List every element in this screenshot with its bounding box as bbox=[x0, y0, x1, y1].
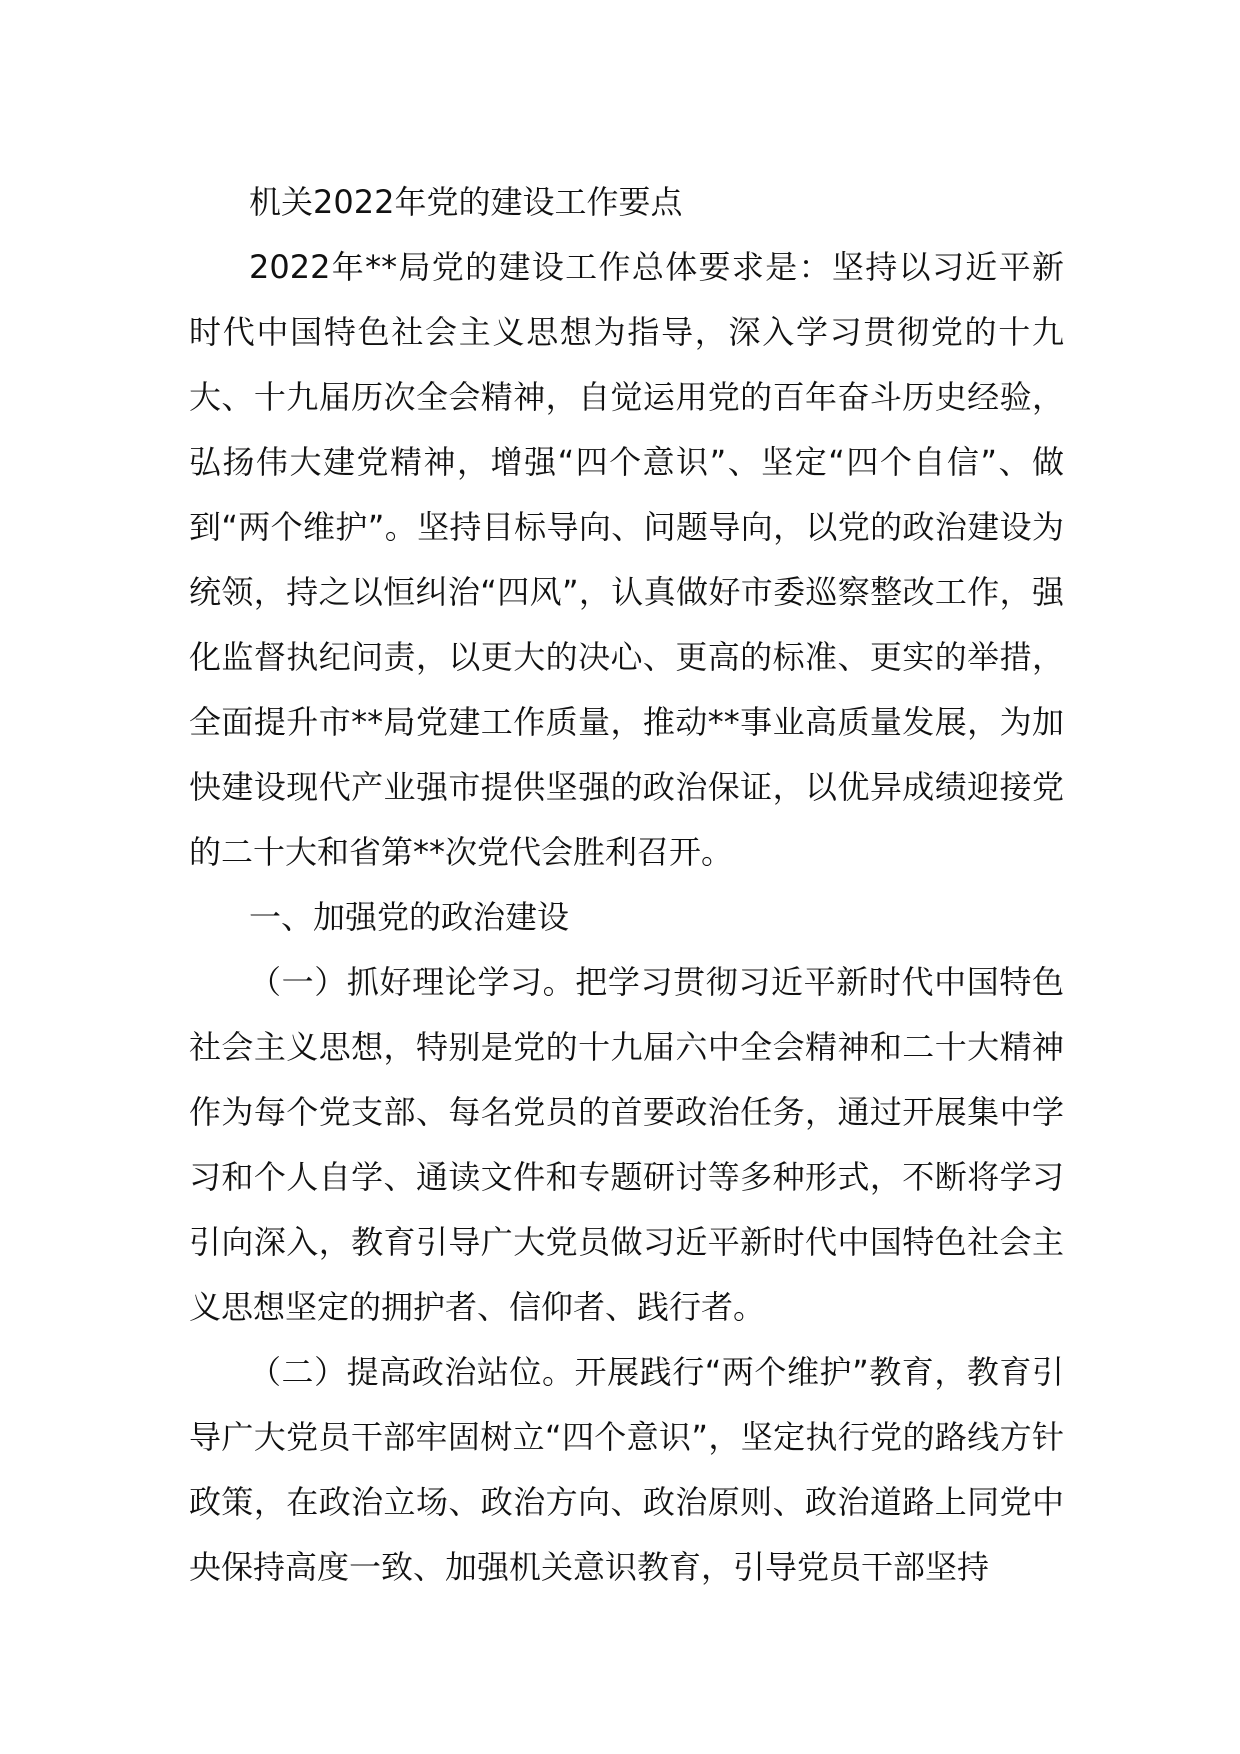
document-title: 机关2022年党的建设工作要点 bbox=[249, 183, 683, 221]
item-political-stance: （二）提高政治站位。开展践行“两个维护”教育，教育引导广大党员干部牢固树立“四个意识”，坚定执行党的路线方针政策，在政治立场、政治方向、政治原则、政治道路上同党中央保持高度一致、加强机关意识教育，引导党员干部坚持 bbox=[189, 1353, 1064, 1586]
item-theory-study: （一）抓好理论学习。把学习贯彻习近平新时代中国特色社会主义思想，特别是党的十九届六中全会精神和二十大精神作为每个党支部、每名党员的首要政治任务，通过开展集中学习和个人自学、通读文件和专题研讨等多种形式，不断将学习引向深入，教育引导广大党员做习近平新时代中国特色社会主义思想坚定的拥护者、信仰者、践行者。 bbox=[189, 963, 1064, 1326]
section-heading-political-building: 一、加强党的政治建设 bbox=[249, 898, 570, 936]
document-page bbox=[189, 170, 1064, 1600]
intro-paragraph: 2022年**局党的建设工作总体要求是：坚持以习近平新时代中国特色社会主义思想为指导，深入学习贯彻党的十九大、十九届历次全会精神，自觉运用党的百年奋斗历史经验，弘扬伟大建党精神，增强“四个意识”、坚定“四个自信”、做到“两个维护”。坚持目标导向、问题导向，以党的政治建设为统领，持之以恒纠治“四风”，认真做好市委巡察整改工作，强化监督执纪问责，以更大的决心、更高的标准、更实的举措，全面提升市**局党建工作质量，推动**事业高质量发展，为加快建设现代产业强市提供坚强的政治保证，以优异成绩迎接党的二十大和省第**次党代会胜利召开。 bbox=[189, 248, 1064, 871]
